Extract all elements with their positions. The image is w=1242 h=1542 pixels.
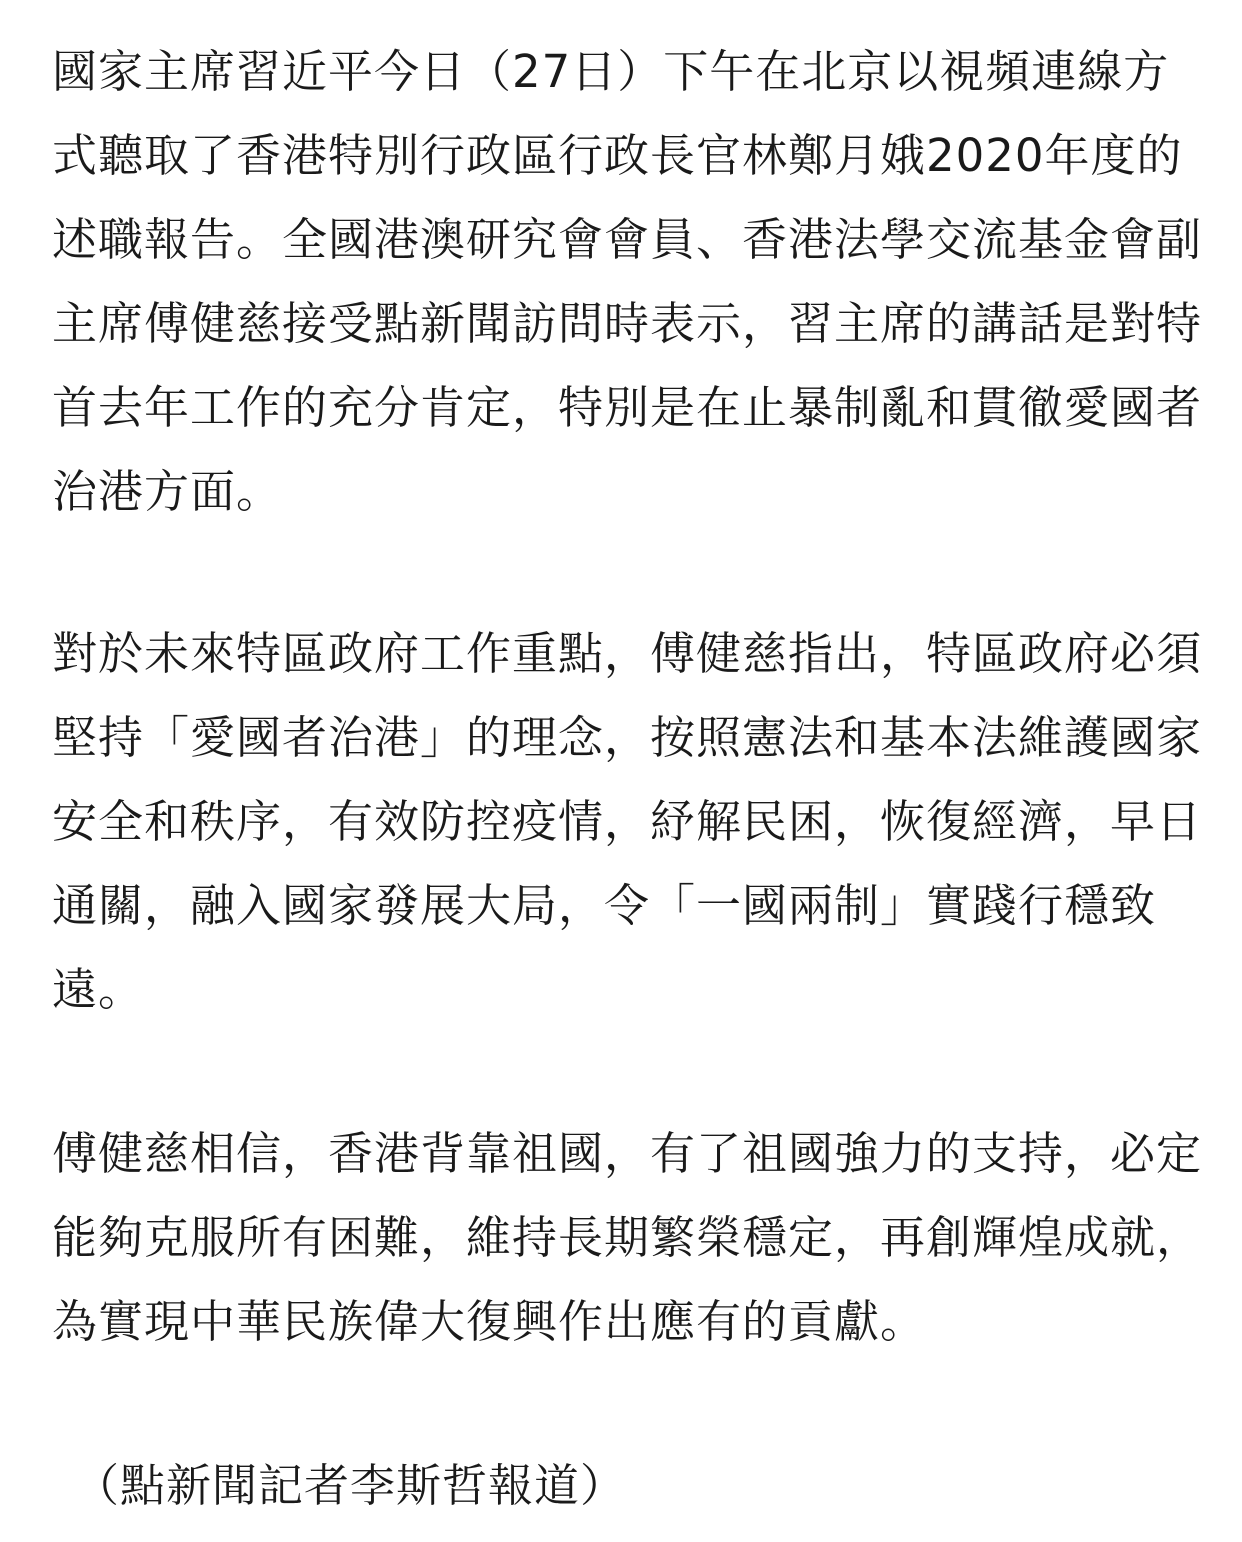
article-paragraph-1: 國家主席習近平今日（27日）下午在北京以視頻連線方式聽取了香港特別行政區行政長官林鄭月娥2020年度的述職報告。全國港澳研究會會員、香港法學交流基金會副主席傅健慈接受點新聞訪問時表示，習主席的講話是對特首去年工作的充分肯定，特別是在止暴制亂和貫徹愛國者治港方面。: [52, 45, 1203, 518]
article-body: [52, 30, 1202, 1528]
article-paragraph-2: 對於未來特區政府工作重點，傅健慈指出，特區政府必須堅持「愛國者治港」的理念，按照憲法和基本法維護國家安全和秩序，有效防控疫情，紓解民困，恢復經濟，早日通關，融入國家發展大局，令「一國兩制」實踐行穩致遠。: [52, 627, 1203, 1016]
article-paragraph-3: 傅健慈相信，香港背靠祖國，有了祖國強力的支持，必定能夠克服所有困難，維持長期繁榮穩定，再創輝煌成就，為實現中華民族偉大復興作出應有的貢獻。: [52, 1127, 1203, 1348]
article-byline: （點新聞記者李斯哲報道）: [74, 1459, 627, 1512]
